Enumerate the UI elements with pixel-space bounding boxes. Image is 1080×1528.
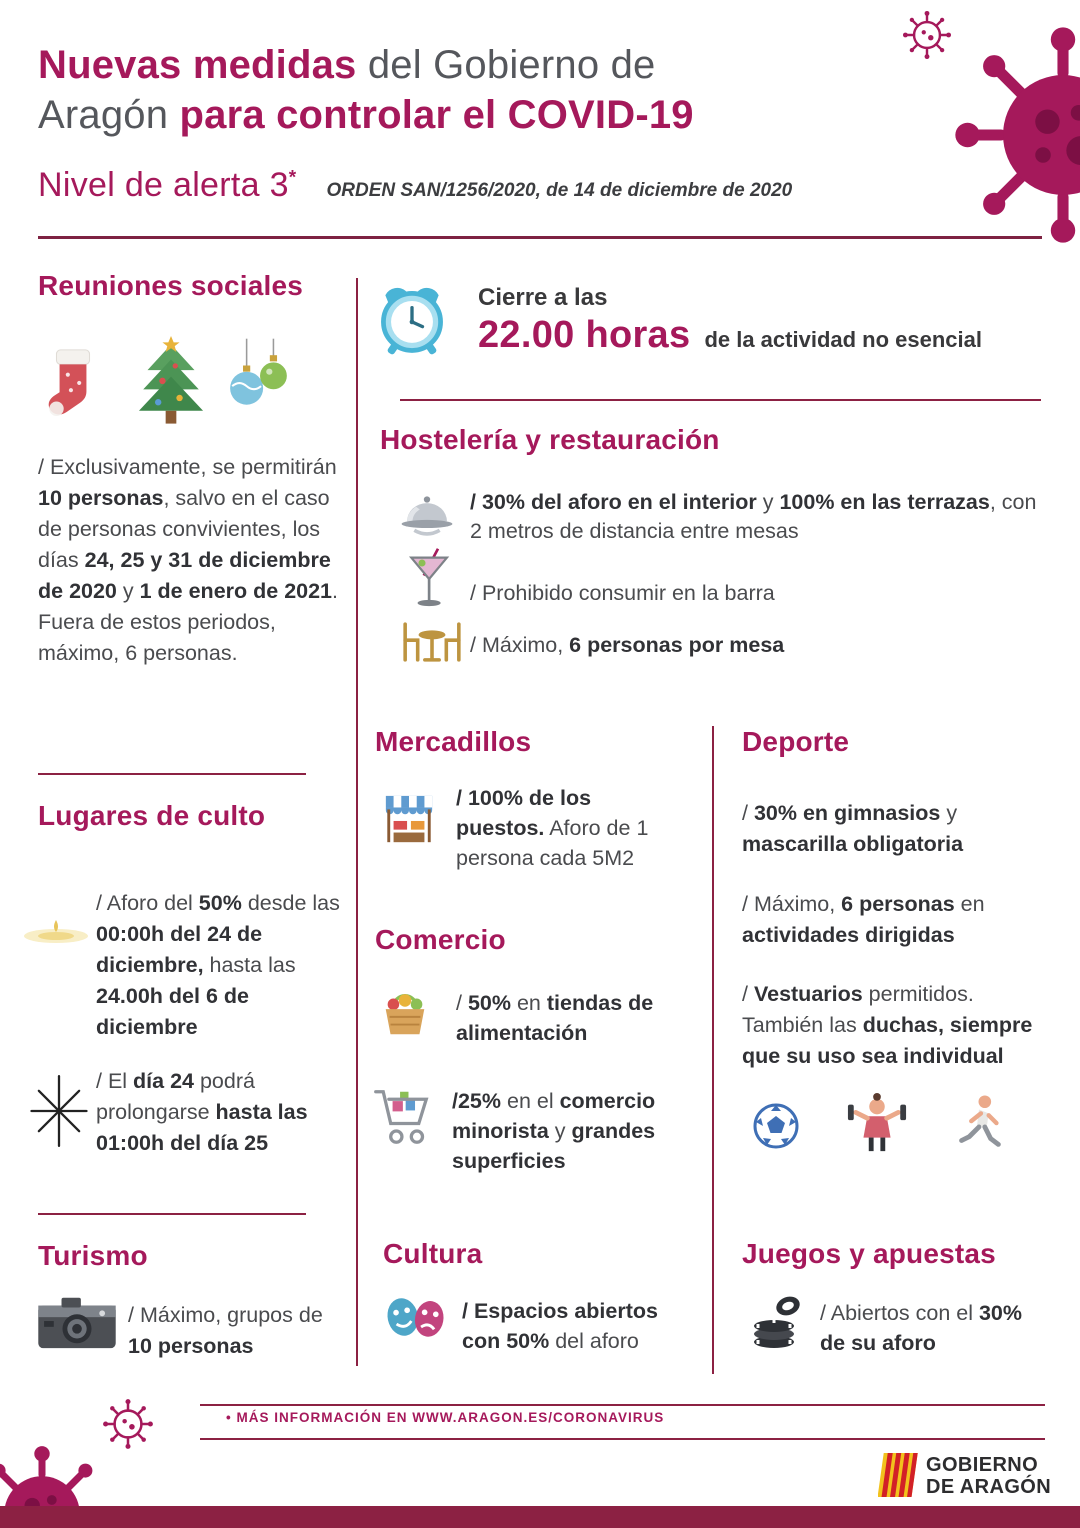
closing-time-scope: de la actividad no esencial <box>704 327 982 352</box>
page-title <box>38 40 694 140</box>
table-chairs-icon <box>398 618 466 666</box>
title-line-2: Aragón para controlar el COVID-19 <box>38 93 694 137</box>
logo-line-2: DE ARAGÓN <box>926 1476 1052 1498</box>
soccer-ball-icon <box>752 1102 800 1150</box>
closing-time-banner <box>478 284 982 357</box>
divider <box>200 1404 1045 1406</box>
more-info-text: • MÁS INFORMACIÓN EN WWW.ARAGON.ES/CORONAVIRUS <box>226 1410 665 1425</box>
section-heading-hosteleria: Hostelería y restauración <box>380 424 720 455</box>
market-stall-icon <box>382 792 436 848</box>
reuniones-rule-text: / Exclusivamente, se permitirán 10 personas, salvo en el caso de personas convivientes, los días 24, 25 y 31 de diciembre de 2020 y 1 de enero de 2021. Fuera de estos periodos, máximo, 6 personas. <box>38 455 339 665</box>
virus-icon <box>952 24 1080 246</box>
camera-icon <box>36 1292 118 1352</box>
grocery-basket-icon <box>378 986 432 1040</box>
turismo-rule-text: / Máximo, grupos de 10 personas <box>128 1303 323 1358</box>
closing-time-label: Cierre a las <box>478 284 608 311</box>
section-heading-cultura: Cultura <box>383 1238 483 1269</box>
gobierno-aragon-logo <box>926 1454 1051 1498</box>
order-reference: ORDEN SAN/1256/2020, de 14 de diciembre de 2020 <box>326 180 793 201</box>
logo-line-1: GOBIERNO <box>926 1454 1039 1476</box>
comercio-rule-text-2: /25% en el comercio minorista y grandes superficies <box>452 1089 656 1173</box>
comercio-rule-text-1: / 50% en tiendas de alimentación <box>456 991 654 1045</box>
cloche-icon <box>398 490 456 538</box>
hosteleria-rule-text-3: / Máximo, 6 personas por mesa <box>470 633 785 657</box>
mercadillos-rule-text: / 100% de los puestos. Aforo de 1 persona cada 5M2 <box>456 786 649 870</box>
section-heading-comercio: Comercio <box>375 924 506 955</box>
poker-chips-icon <box>750 1292 802 1350</box>
deporte-rule-text-2: / Máximo, 6 personas en actividades dirigidas <box>742 892 985 947</box>
alert-level-row <box>38 166 792 205</box>
deporte-rule-text-3: / Vestuarios permitidos. También las duchas, siempre que su uso sea individual <box>742 982 1033 1068</box>
divider <box>38 1213 306 1215</box>
stocking-icon <box>42 342 104 428</box>
section-heading-turismo: Turismo <box>38 1240 148 1271</box>
column-divider <box>712 726 714 1374</box>
ornaments-icon <box>226 338 292 426</box>
alarm-clock-icon <box>372 280 452 360</box>
divider <box>200 1438 1045 1440</box>
section-heading-lugares-de-culto: Lugares de culto <box>38 800 266 831</box>
candle-glow-icon <box>20 910 92 958</box>
sparkle-star-icon <box>26 1072 92 1150</box>
column-divider <box>356 278 358 1366</box>
bottom-bar <box>0 1506 1080 1528</box>
header-divider <box>38 236 1042 239</box>
section-heading-reuniones-sociales: Reuniones sociales <box>38 270 304 301</box>
section-heading-juegos-y-apuestas: Juegos y apuestas <box>742 1238 996 1269</box>
section-heading-deporte: Deporte <box>742 726 850 757</box>
alert-asterisk: * <box>288 167 297 189</box>
hosteleria-rule-text-1: / 30% del aforo en el interior y 100% en las terrazas, con 2 metros de distancia entre mesas <box>470 490 1037 543</box>
juegos-rule-text: / Abiertos con el 30% de su aforo <box>820 1301 1022 1355</box>
lugares-rule-text-2: / El día 24 podrá prolongarse hasta las 01:00h del día 25 <box>96 1069 308 1155</box>
theater-masks-icon <box>382 1290 450 1344</box>
title-line-1: Nuevas medidas del Gobierno de <box>38 43 656 87</box>
section-heading-mercadillos: Mercadillos <box>375 726 532 757</box>
virus-icon <box>900 8 954 62</box>
closing-time-value: 22.00 horas <box>478 314 691 356</box>
lugares-rule-text-1: / Aforo del 50% desde las 00:00h del 24 de diciembre, hasta las 24.00h del 6 de diciembre <box>96 891 340 1039</box>
runner-icon <box>950 1094 1008 1156</box>
divider <box>400 399 1041 401</box>
alert-level-label: Nivel de alerta 3* <box>38 166 297 204</box>
christmas-tree-icon <box>130 336 212 430</box>
hosteleria-rule-text-2: / Prohibido consumir en la barra <box>470 581 775 605</box>
divider <box>38 773 306 775</box>
weightlifter-icon <box>846 1092 908 1156</box>
aragon-flag-icon <box>878 1450 918 1500</box>
cultura-rule-text: / Espacios abiertos con 50% del aforo <box>462 1299 658 1353</box>
cocktail-icon <box>406 546 454 612</box>
shopping-cart-icon <box>372 1082 430 1152</box>
deporte-rule-text-1: / 30% en gimnasios y mascarilla obligatoria <box>742 801 964 856</box>
